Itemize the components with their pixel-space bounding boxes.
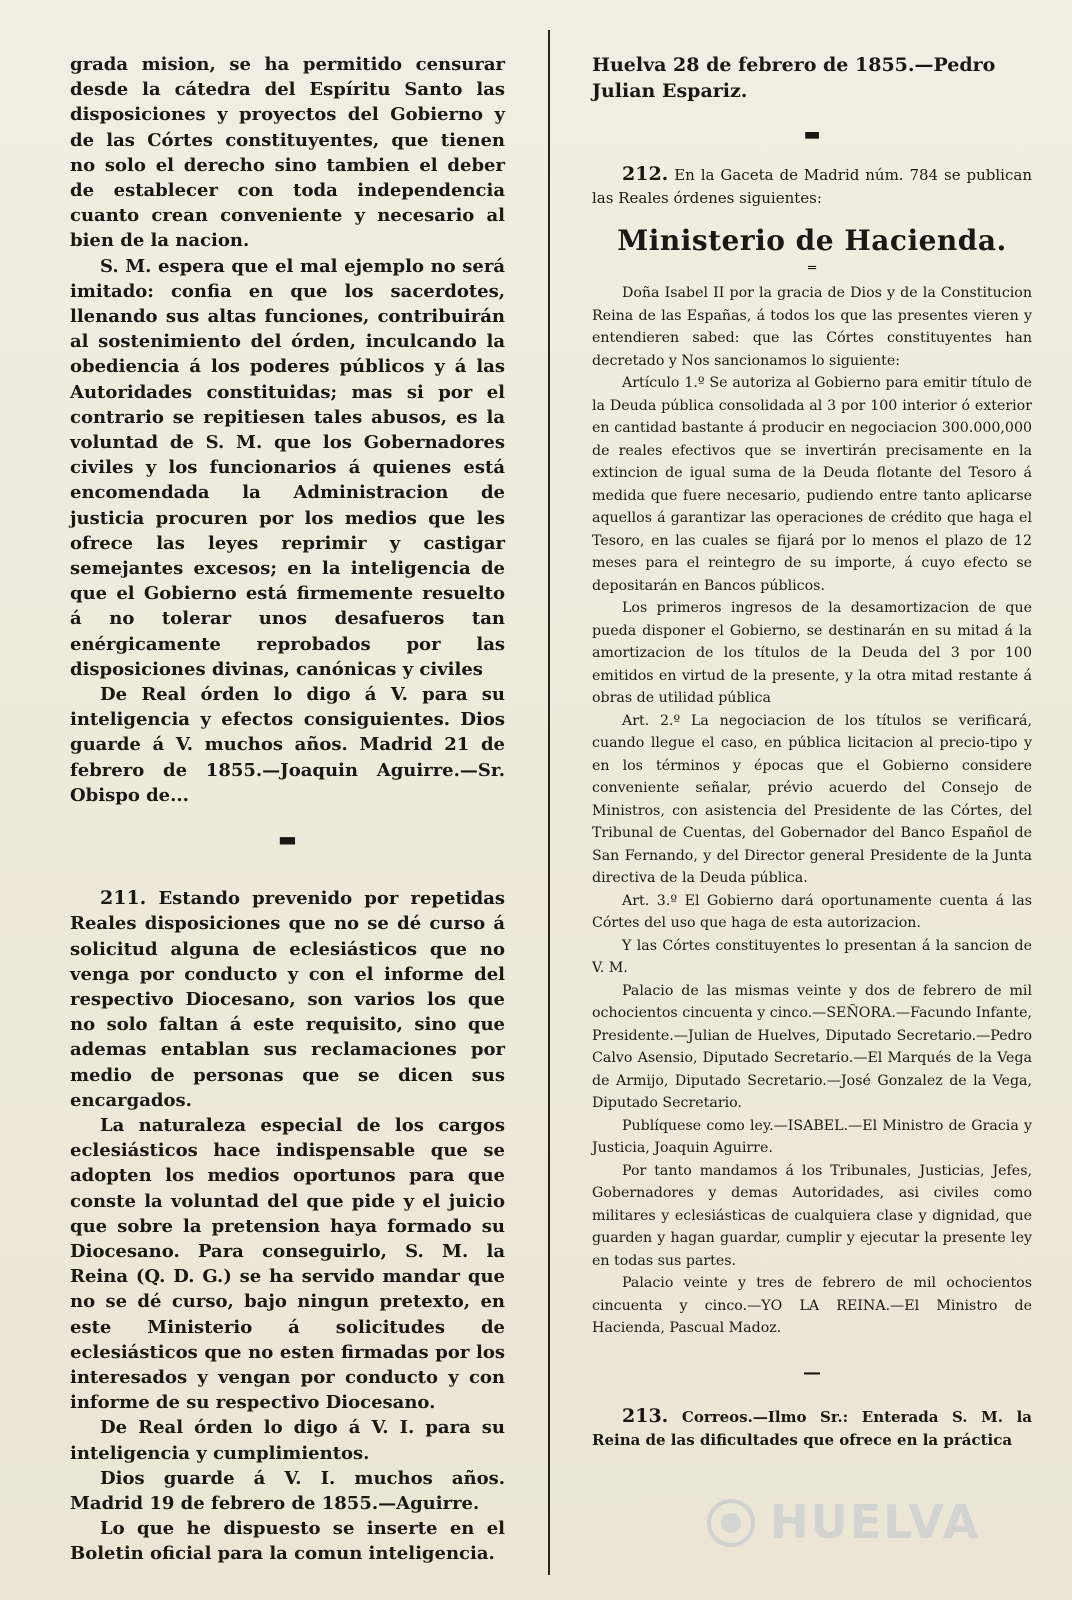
paragraph: De Real órden lo digo á V. I. para su inteligencia y cumplimientos. <box>70 1417 505 1464</box>
paragraph: Artículo 1.º Se autoriza al Gobierno para emitir título de la Deuda pública consolidada al 3 por 100 interior ó exterior en cantidad bastante á producir en negociacion 300.000,000 de reales efectivos que se invertirán precisamente en la extincion de igual suma de la Deuda flotante del Tesoro á medida que fuere necesario, pudiendo entre tanto aplicarse aquellos á garantizar las operaciones de crédito que haga el Tesoro, en las cuales se fijará por lo menos el plazo de 12 meses para el reintegro de su importe, á cuyo efecto se depositarán en Bancos públicos. <box>592 375 1032 594</box>
paragraph: Doña Isabel II por la gracia de Dios y de la Constitucion Reina de las Españas, á todos los que las presentes vieren y entendieren sabed: que las Córtes constituyentes han decretado y Nos sancionamos lo siguiente: <box>592 285 1032 369</box>
section-separator: ▬ <box>278 827 297 852</box>
watermark-logo-icon <box>706 1498 756 1548</box>
paragraph: Palacio veinte y tres de febrero de mil ochocientos cincuenta y cinco.—YO LA REINA.—El Ministro de Hacienda, Pascual Madoz. <box>592 1275 1032 1336</box>
signature-line: Huelva 28 de febrero de 1855.—Pedro Julian Espariz. <box>592 54 996 102</box>
left-column <box>70 52 505 1567</box>
watermark: HUELVA <box>770 1495 981 1549</box>
section-separator: — <box>803 1361 821 1383</box>
item-212 <box>592 163 1032 210</box>
section-separator: ▬ <box>803 124 821 145</box>
small-separator: ═ <box>808 261 816 276</box>
paragraph: Por tanto mandamos á los Tribunales, Justicias, Jefes, Gobernadores y demas Autoridades, asi civiles como militares y eclesiásticas de cualquiera clase y dignidad, que guarden y hagan guardar, cumplir y ejecutar la presente ley en todas sus partes. <box>592 1162 1032 1269</box>
item-text: En la Gaceta de Madrid núm. 784 se publican las Reales órdenes siguientes: <box>592 166 1032 207</box>
item-number: 212. <box>622 163 669 185</box>
paragraph: Los primeros ingresos de la desamortizacion de que pueda disponer el Gobierno, se destinarán en su mitad á la amortizacion de los títulos de la Deuda del 3 por 100 emitidos en virtud de la presente, y la otra mitad restante á obras de utilidad pública <box>592 600 1032 706</box>
column-divider <box>548 30 550 1575</box>
paragraph: La naturaleza especial de los cargos eclesiásticos hace indispensable que se adopten los medios oportunos para que conste la voluntad del que pide y el juicio que sobre la pretension haya formado su Diocesano. Para conseguirlo, S. M. la Reina (Q. D. G.) se ha servido mandar que no se dé curso, bajo ningun pretexto, en este Ministerio á solicitudes de eclesiásticos que no esten firmadas por los interesados y vengan por conducto y con informe de su respectivo Diocesano. <box>70 1114 505 1414</box>
paragraph: Y las Córtes constituyentes lo presentan á la sancion de V. M. <box>592 937 1032 976</box>
paragraph: Publíquese como ley.—ISABEL.—El Ministro de Gracia y Justicia, Joaquin Aguirre. <box>592 1117 1032 1156</box>
paragraph: Art. 2.º La negociacion de los títulos se verificará, cuando llegue el caso, en pública licitacion al precio-tipo y en los términos y épocas que el Gobierno considere conveniente señalar, prévio acuerdo del Consejo de Ministros, con asistencia del Presidente de las Córtes, del Tribunal de Cuentas, del Gobernador del Banco Español de San Fernando, y del Director general Presidente de la Junta directiva de la Deuda pública. <box>592 712 1032 886</box>
item-number: 211. <box>100 887 147 910</box>
right-column <box>592 52 1032 1452</box>
decree-body <box>592 282 1032 1340</box>
item-211-first-paragraph <box>70 886 505 1113</box>
paragraph: Palacio de las mismas veinte y dos de febrero de mil ochocientos cincuenta y cinco.—SEÑORA.—Facundo Infante, Presidente.—Julian de Huelves, Diputado Secretario.—Pedro Calvo Asensio, Diputado Secretario.—El Marqués de la Vega de Armijo, Diputado Secretario.—José Gonzalez de la Vega, Diputado Secretario. <box>592 982 1032 1111</box>
paragraph: Dios guarde á V. I. muchos años. Madrid 19 de febrero de 1855.—Aguirre. <box>70 1467 505 1514</box>
paragraph-text: Estando prevenido por repetidas Reales disposiciones que no se dé curso á solicitud alguna de eclesiásticos que no venga por conducto y con el informe del respectivo Diocesano, son varios los que no solo faltan á este requisito, sino que ademas entablan sus reclamaciones por medio de personas que se dicen sus encargados. <box>70 888 505 1111</box>
paragraph: Art. 3.º El Gobierno dará oportunamente cuenta á las Córtes del uso que haga de esta autorizacion. <box>592 892 1032 931</box>
section-heading: Ministerio de Hacienda. <box>617 224 1007 257</box>
item-213 <box>592 1405 1032 1452</box>
paragraph: De Real órden lo digo á V. para su inteligencia y efectos consiguientes. Dios guarde á V. muchos años. Madrid 21 de febrero de 1855.—Joaquin Aguirre.—Sr. Obispo de... <box>70 684 505 806</box>
paragraph: Lo que he dispuesto se inserte en el Boletin oficial para la comun inteligencia. <box>70 1518 505 1565</box>
item-text: Correos.—Ilmo Sr.: Enterada S. M. la Reina de las dificultades que ofrece en la práctica <box>592 1407 1032 1449</box>
paragraph: S. M. espera que el mal ejemplo no será imitado: confia en que los sacerdotes, llenando sus altas funciones, contribuirán al sostenimiento del órden, inculcando la obediencia á los poderes públicos y á las Autoridades constituidas; mas si por el contrario se repitiesen tales abusos, es la voluntad de S. M. que los Gobernadores civiles y los funcionarios á quienes está encomendada la Administracion de justicia procuren por los medios que les ofrece las leyes reprimir y castigar semejantes excesos; en la inteligencia de que el Gobierno está firmemente resuelto á no tolerar unos desafueros tan enérgicamente reprobados por las disposiciones divinas, canónicas y civiles <box>70 255 505 680</box>
item-number: 213. <box>622 1404 669 1427</box>
paragraph: grada mision, se ha permitido censurar desde la cátedra del Espíritu Santo las disposiciones y proyectos del Gobierno y de las Córtes constituyentes, que tienen no solo el derecho sino tambien el deber de establecer con toda independencia cuanto crean conveniente y necesario al bien de la nacion. <box>70 54 505 252</box>
